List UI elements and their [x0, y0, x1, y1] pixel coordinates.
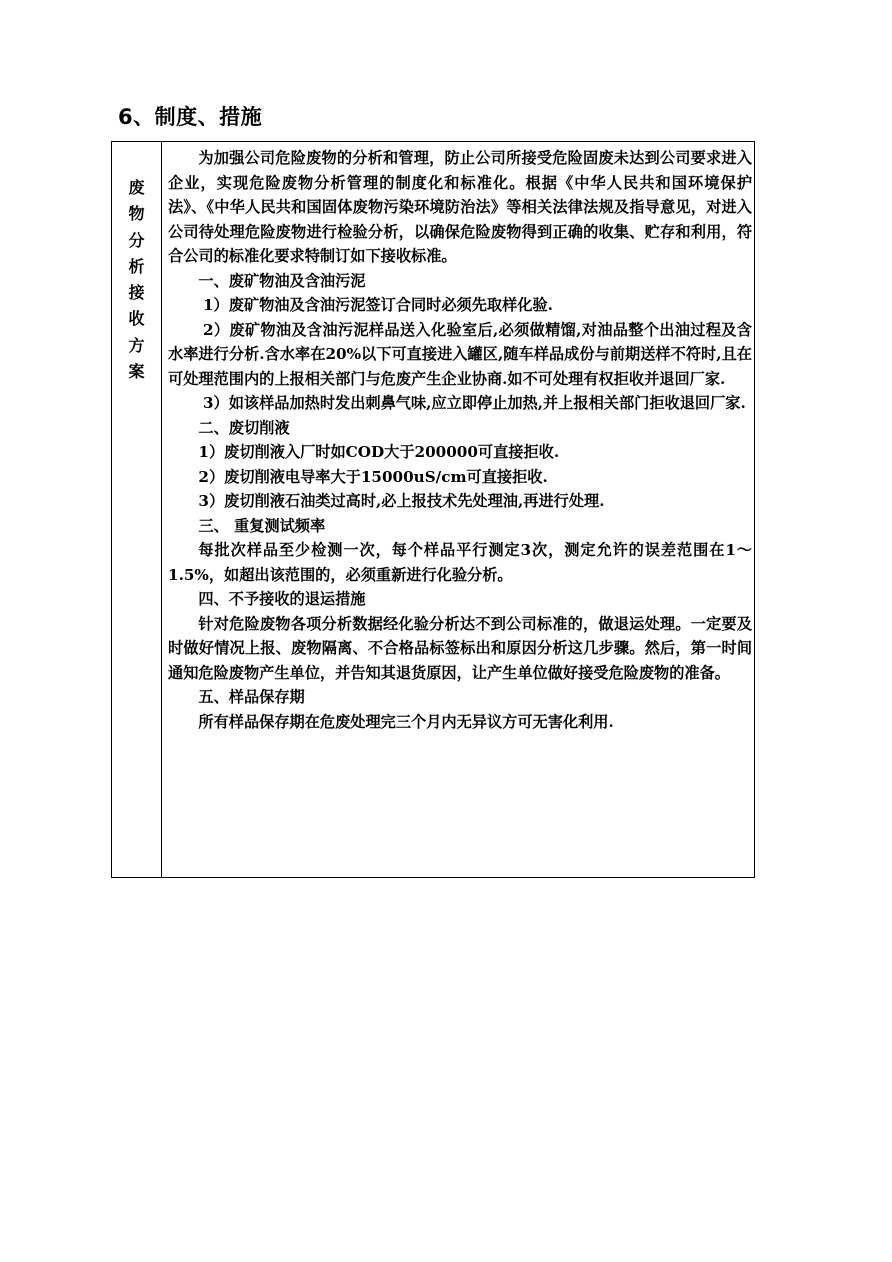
label-char: 废	[128, 178, 145, 197]
table-label-cell	[112, 142, 162, 877]
table-content-cell	[168, 146, 752, 734]
plan-table	[111, 141, 755, 878]
list-item: 2）废切削液电导率大于15000uS/cm可直接拒收.	[198, 467, 548, 486]
section-title-sample-retention: 五、样品保存期	[198, 688, 305, 706]
label-char: 分	[128, 230, 145, 250]
vertical-label	[112, 175, 161, 385]
label-char: 物	[128, 204, 145, 224]
section-title-return-measures: 四、不予接收的退运措施	[198, 590, 366, 608]
intro-paragraph: 为加强公司危险废物的分析和管理，防止公司所接受危险固废未达到公司要求进入企业，实现危险废物分析管理的制度化和标准化。根据《中华人民共和国环境保护法》、《中华人民共和国固体废物污染环境防治法》等相关法律法规及指导意见，对进入公司待处理危险废物进行检验分析，以确保危险废物得到正确的收集、贮存和利用，符合公司的标准化要求特制订如下接收标准。	[168, 149, 752, 265]
list-item: 2）废矿物油及含油污泥样品送入化验室后,必须做精馏,对油品整个出油过程及含水率进行分析.含水率在20%以下可直接进入罐区,随车样品成份与前期送样不符时,且在可处理范围内的上报相关部门与危废产生企业协商.如不可处理有权拒收并退回厂家.	[168, 320, 752, 388]
section-title-waste-oil: 一、废矿物油及含油污泥	[198, 271, 366, 290]
label-char: 析	[128, 256, 145, 276]
list-item: 1）废切削液入厂时如COD大于200000可直接拒收.	[198, 443, 560, 461]
label-char: 接	[128, 283, 145, 303]
section-heading: 6、制度、措施	[118, 105, 263, 129]
label-char: 收	[128, 309, 145, 329]
body-paragraph: 针对危险废物各项分析数据经化验分析达不到公司标准的，做退运处理。一定要及时做好情况上报、废物隔离、不合格品标签标出和原因分析这几步骤。然后，第一时间通知危险废物产生单位，并告知其退货原因，让产生单位做好接受危险废物的准备。	[168, 614, 752, 682]
body-paragraph: 所有样品保存期在危废处理完三个月内无异议方可无害化利用.	[198, 712, 614, 731]
list-item: 3）废切削液石油类过高时,必上报技术先处理油,再进行处理.	[198, 492, 605, 510]
section-title-cutting-fluid: 二、废切削液	[198, 418, 290, 437]
label-char: 方	[128, 335, 145, 355]
section-title-test-frequency: 三、 重复测试频率	[198, 516, 326, 535]
list-item: 3）如该样品加热时发出刺鼻气味,应立即停止加热,并上报相关部门拒收退回厂家.	[202, 394, 746, 412]
body-paragraph: 每批次样品至少检测一次，每个样品平行测定3次，测定允许的误差范围在1～1.5%，如超出该范围的，必须重新进行化验分析。	[168, 541, 752, 584]
label-char: 案	[128, 362, 145, 382]
list-item: 1）废矿物油及含油污泥签订合同时必须先取样化验.	[202, 296, 553, 314]
